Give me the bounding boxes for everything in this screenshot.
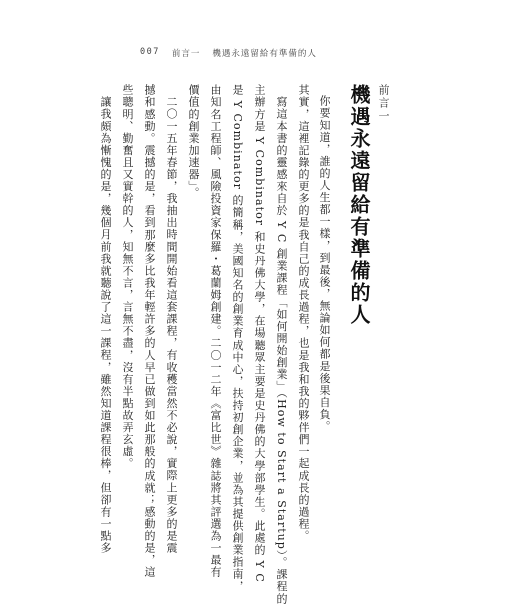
body-line-3: 寫這本書的靈感來自於 Y C 創業課程「如何開始創業」（How to Start a Startup）。課程的 (275, 96, 288, 605)
running-header (140, 47, 317, 59)
body-line-11: 讓我頗為慚愧的是，幾個月前我就聽說了這一課程，雖然知道課程很棒，但卻有一點多 (99, 96, 112, 554)
body-line-9: 撼和感動。震撼的是，看到那麼多比我年輕許多的人早已做到如此那般的成就；感動的是，這 (143, 84, 156, 579)
body-line-4: 主辦方是 Y Combinator 和史丹佛大學，在場聽眾主要是史丹佛的大學部學生。此處的 Y C (253, 84, 266, 583)
header-section: 前言一 (171, 49, 201, 59)
body-line-8: 二〇一五年春節，我抽出時間開始看這套課程，有收穫當然不必說，實際上更多的是震 (165, 96, 178, 554)
body-line-5: 是 Y Combinator 的簡稱，美國知名的創業育成中心，扶持初創企業，並為其提供創業指南， (231, 84, 244, 593)
body-line-7: 價值的創業加速器」。 (187, 84, 200, 199)
chapter-title: 機遇永遠留給有準備的人 (347, 84, 371, 326)
body-line-6: 由知名工程師、風險投資家保羅・葛蘭姆創建。二〇一二年《富比世》雜誌將其評選為一最有 (209, 84, 222, 579)
body-line-10: 些聰明、勤奮且又實幹的人，知無不言，言無不盡，沒有半點故弄玄虛。 (121, 84, 134, 470)
body-line-1: 你要知道，誰的人生都一樣，到最後，無論如何都是後果自負。 (318, 95, 331, 433)
chapter-label: 前言一 (377, 84, 390, 123)
header-title: 機遇永遠留給有準備的人 (212, 49, 317, 59)
body-line-2: 其實，這裡記錄的更多的是我自己的成長過程，也是我和我的夥伴們一起成長的過程。 (297, 84, 310, 542)
page-number: 007 (140, 47, 160, 57)
